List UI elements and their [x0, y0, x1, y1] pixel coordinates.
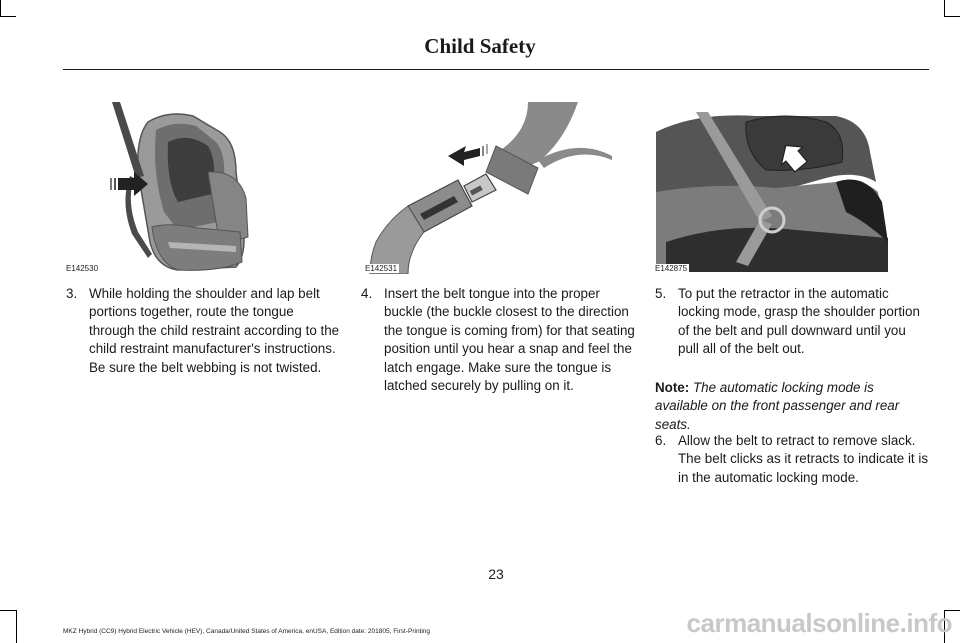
instruction-step — [66, 285, 340, 377]
watermark: carmanualsonline.info — [686, 608, 952, 638]
figure-code: E142531 — [365, 264, 398, 273]
step-text: To put the retractor in the automatic locking mode, grasp the shoulder portion of the belt and pull downward until you pull all of the belt out. — [678, 286, 920, 357]
header-divider — [63, 69, 929, 70]
figure-code: E142875 — [655, 264, 688, 273]
belt-tongue-buckle-illustration — [368, 102, 612, 274]
footer-edition-text: MKZ Hybrid (CC9) Hybrid Electric Vehicle (HEV), Canada/United States of America, enUSA, Edition date: 201805, First-Printing — [63, 628, 431, 635]
instruction-step — [655, 285, 929, 359]
crop-mark — [944, 0, 945, 16]
note — [655, 379, 927, 434]
step-number: 4. — [361, 286, 373, 301]
page-title: Child Safety — [424, 34, 536, 58]
crop-mark — [944, 16, 960, 17]
page-number: 23 — [488, 566, 504, 582]
step-text: Insert the belt tongue into the proper buckle (the buckle closest to the direction the tongue is coming from) for that seating position until you hear a snap and feel the latch engage. Make sure the tongue is latched securely by pulling on it. — [384, 286, 635, 394]
child-seat-belt-routing-illustration — [108, 102, 258, 274]
step-text: While holding the shoulder and lap belt portions together, route the tongue through the child restraint according to the child restraint manufacturer's instructions. Be sure the belt webbing is not twisted. — [89, 286, 340, 375]
step-number: 5. — [655, 286, 667, 301]
shoulder-belt-pull-illustration — [656, 112, 888, 272]
crop-mark — [16, 610, 17, 643]
step-number: 6. — [655, 433, 667, 448]
note-label: Note: — [655, 380, 690, 395]
crop-mark — [0, 16, 16, 17]
instruction-step — [655, 432, 929, 487]
figure-code: E142530 — [66, 264, 99, 273]
step-text: Allow the belt to retract to remove slack. The belt clicks as it retracts to indicate it is in the automatic locking mode. — [678, 433, 929, 485]
crop-mark — [0, 610, 16, 611]
step-number: 3. — [66, 286, 78, 301]
note-text: The automatic locking mode is available on the front passenger and rear seats. — [655, 380, 900, 432]
crop-mark — [0, 0, 1, 16]
instruction-step — [361, 285, 635, 395]
